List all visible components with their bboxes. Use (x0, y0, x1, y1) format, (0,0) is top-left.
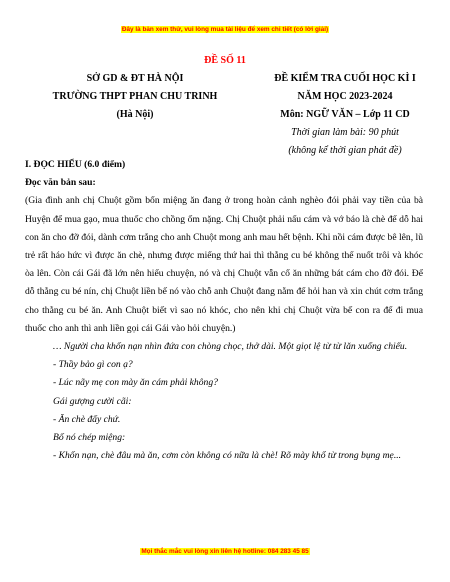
time-note: (không kể thời gian phát đề) (288, 145, 402, 156)
hotline-banner-text: Mọi thắc mắc vui lòng xin liên hệ hotline: 084 283 45 85 (141, 548, 309, 555)
excerpt-line: - Khốn nạn, chè đâu mà ăn, cơm còn không có nữa là chè! Rõ mày khổ từ trong bụng mẹ... (53, 450, 402, 462)
preview-banner (0, 26, 450, 33)
school-name: TRƯỜNG THPT PHAN CHU TRINH (52, 91, 218, 102)
time-limit: Thời gian làm bài: 90 phút (291, 127, 399, 138)
exam-number: ĐỀ SỐ 11 (204, 55, 246, 66)
read-prompt: Đọc văn bản sau: (25, 177, 96, 189)
school-year: NĂM HỌC 2023-2024 (297, 91, 393, 102)
hotline-banner (0, 548, 450, 555)
excerpt-line: - Lúc nãy mẹ con mày ăn cám phải không? (53, 377, 218, 389)
exam-title: ĐỀ KIỂM TRA CUỐI HỌC KÌ I (274, 73, 416, 84)
excerpt-line: … Người cha khốn nạn nhìn đứa con chòng chọc, thở dài. Một giọt lệ từ từ lăn xuống chiếu. (53, 341, 408, 353)
excerpt-line: - Ăn chè đấy chứ. (53, 413, 121, 425)
excerpt-line: Gái gượng cười cãi: (53, 395, 132, 407)
exam-body (25, 156, 423, 465)
exam-header (245, 70, 445, 160)
school-header (40, 70, 230, 124)
section-title: I. ĐỌC HIỂU (6.0 điểm) (25, 159, 126, 170)
subject-line: Môn: NGỮ VĂN – Lớp 11 CD (280, 109, 410, 120)
story-summary: (Gia đình anh chị Chuột gồm bốn miệng ăn đang ở trong hoàn cảnh nghèo đói phải vay tiền của bà Huyện để mua gạo, mua thuốc cho chồng ốm nặng. Chị Chuột phải nấu cám và vớ báo là chè để dỗ hai con ăn cho đỡ đói, dành cơm trắng cho anh Chuột mong anh mau hết bệnh. Khi nồi cám được bê lên, lũ trẻ rất háo hức vì được ăn chè, nhưng được miếng thứ hai thì thằng cu bé không thể nuốt trôi và khóc òa lên. Còn cái Gái đã lớn nên hiểu chuyện, nó và chị Chuột vẫn cố ăn những bát cám cho đỡ đói. Để dỗ thằng cu bé nín, chị Chuột liền bế nó vào chỗ anh Chuột đang nằm để hỏi han và xin chút cơm trắng cho thằng cu bé ăn. Anh Chuột biết vì sao nó khóc, cho nên khi chị Chuột vừa bế con ra để đi mua thuốc cho anh thì anh liền gọi cái Gái vào hỏi chuyện.) (25, 195, 423, 334)
department-name: SỞ GD & ĐT HÀ NỘI (86, 73, 184, 84)
school-location: (Hà Nội) (116, 109, 154, 120)
preview-banner-text: Đây là bản xem thử, vui lòng mua tài liệu để xem chi tiết (có lời giải) (121, 26, 329, 33)
excerpt-line: Bố nó chép miệng: (53, 432, 126, 444)
excerpt-line: - Thầy bảo gì con ạ? (53, 359, 133, 371)
